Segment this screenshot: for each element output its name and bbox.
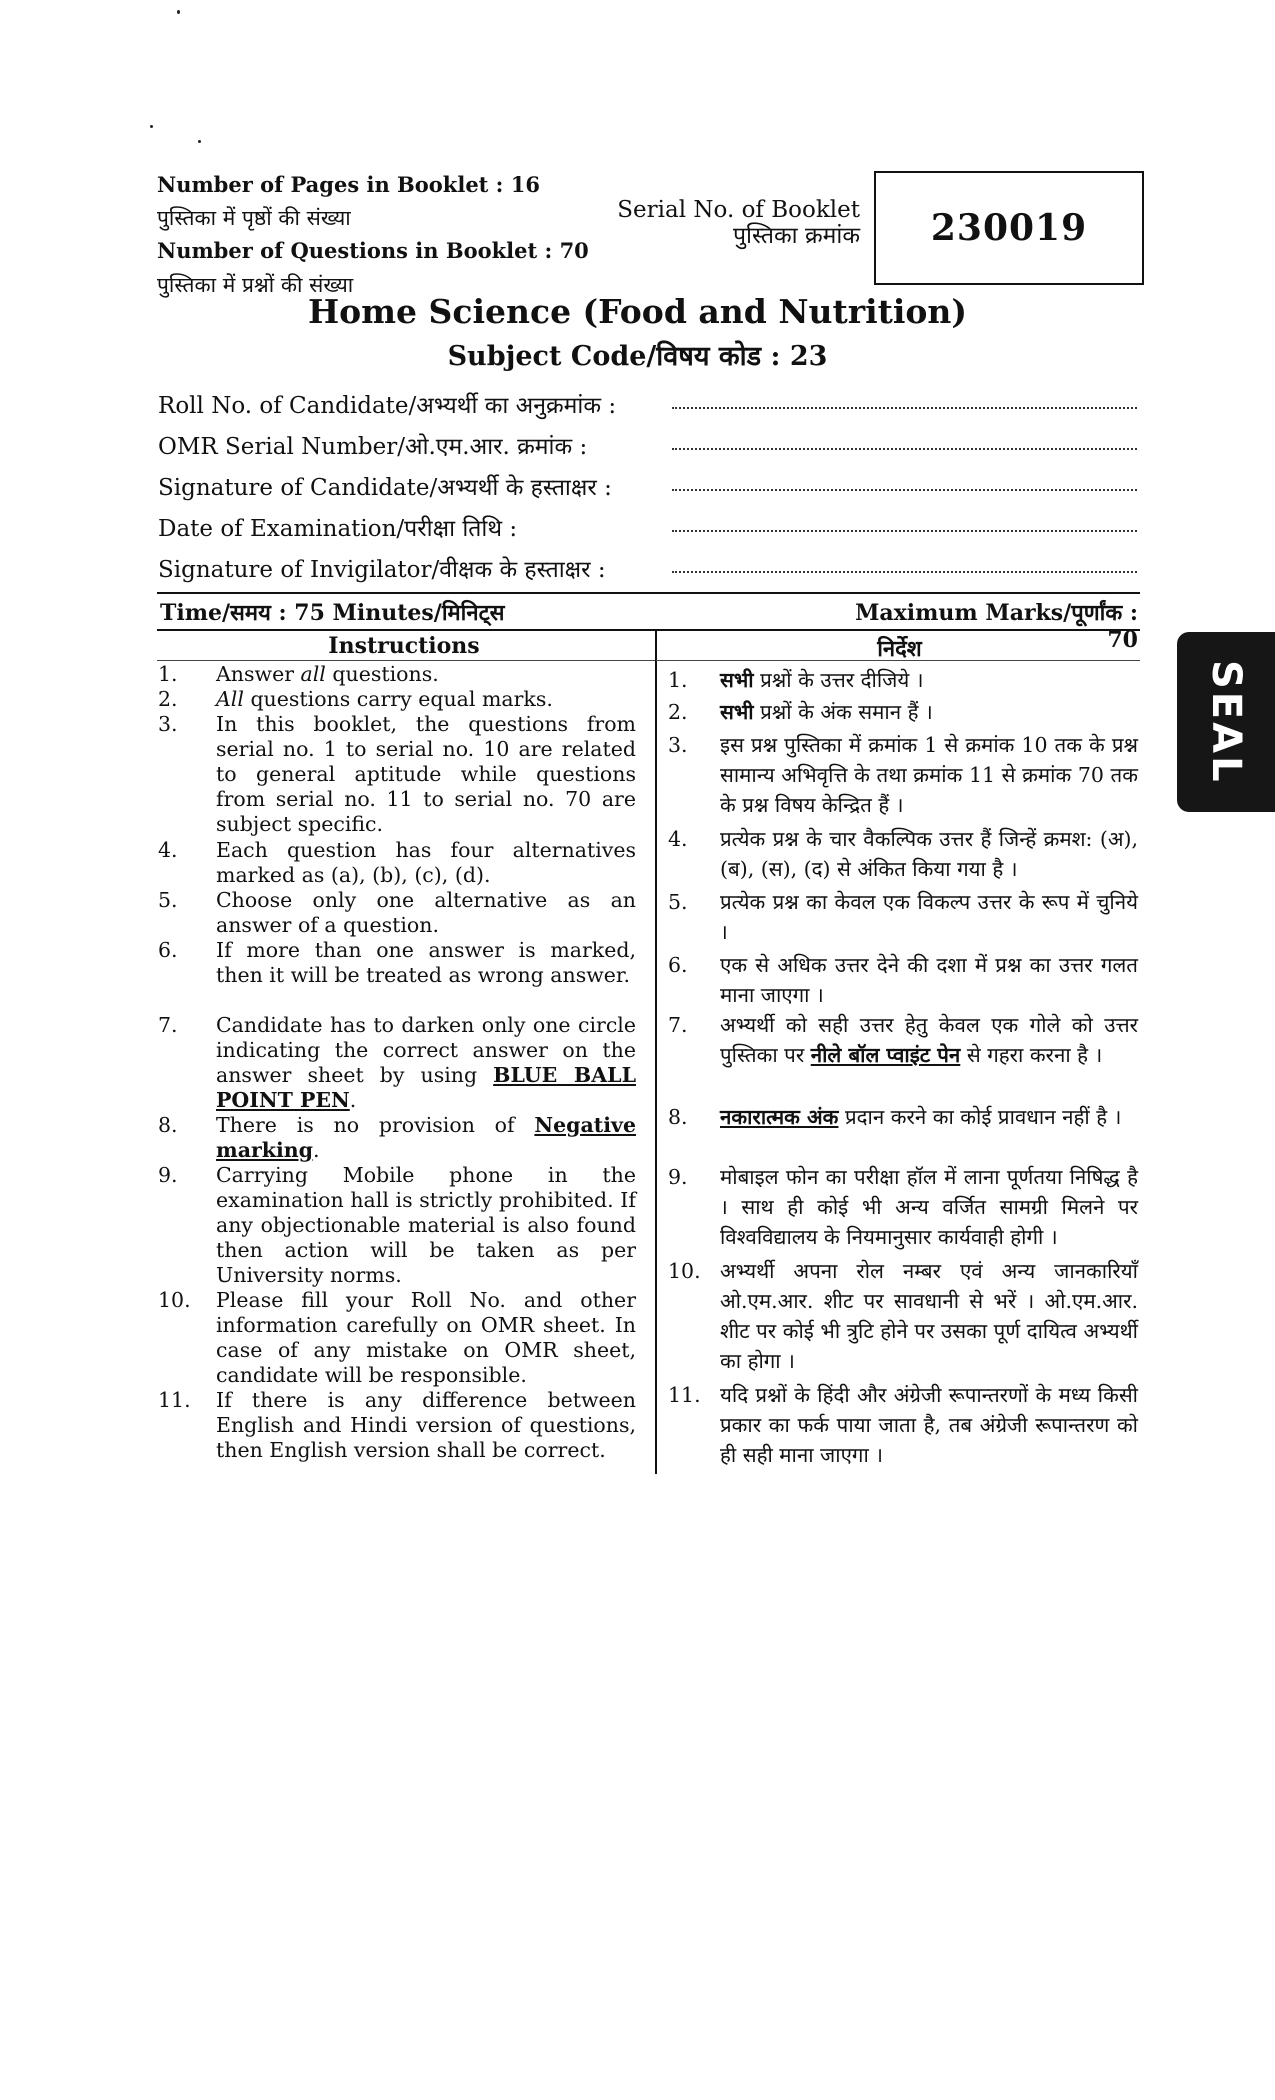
exam-date-label: Date of Examination/परीक्षा तिथि : [158, 516, 518, 542]
instruction-number: 4. [668, 827, 688, 851]
serial-number: 230019 [930, 207, 1088, 249]
subject-code: Subject Code/विषय कोड : 23 [447, 341, 828, 372]
instruction-text: There is no provision of Negative marking. [216, 1113, 636, 1162]
instruction-text: In this booklet, the questions from serial no. 1 to serial no. 10 are related to general aptitude while questions from serial no. 11 to serial no. 70 are subject specific. [216, 712, 636, 836]
exam-date-field[interactable] [672, 530, 1137, 532]
instruction-hi [668, 824, 1140, 886]
instruction-number: 7. [668, 1013, 688, 1037]
instruction-number: 5. [158, 888, 178, 912]
instruction-hi [668, 950, 1140, 1012]
instruction-number: 6. [158, 938, 178, 962]
top-rule [157, 592, 1140, 594]
candidate-signature-label: Signature of Candidate/अभ्यर्थी के हस्ताक्षर : [158, 475, 612, 501]
instruction-number: 4. [158, 838, 178, 862]
serial-label [590, 197, 860, 249]
instruction-number: 8. [668, 1105, 688, 1129]
instruction-hi [668, 1256, 1140, 1378]
maximum-marks: Maximum Marks/पूर्णांक : 70 [855, 600, 1138, 653]
instruction-number: 3. [158, 712, 178, 736]
instruction-number: 2. [668, 700, 688, 724]
instruction-en [158, 938, 638, 1013]
column-divider [655, 629, 657, 1474]
instruction-text: Choose only one alternative as an answer of a question. [216, 888, 636, 937]
instruction-number: 1. [668, 668, 688, 692]
pages-count-en: Number of Pages in Booklet : 16 [157, 172, 540, 197]
instruction-text: अभ्यर्थी अपना रोल नम्बर एवं अन्य जानकारियाँ ओ.एम.आर. शीट पर सावधानी से भरें । ओ.एम.आर. शीट पर कोई भी त्रुटि होने पर उसका पूर्ण दायित्व अभ्यर्थी का होगा । [720, 1259, 1138, 1373]
instruction-text: अभ्यर्थी को सही उत्तर हेतु केवल एक गोले को उत्तर पुस्तिका पर नीले बॉल प्वाइंट पेन से गहरा करना है । [720, 1013, 1138, 1067]
instruction-hi [668, 730, 1140, 822]
instruction-text: नकारात्मक अंक प्रदान करने का कोई प्रावधान नहीं है । [720, 1105, 1122, 1129]
scan-speck [177, 10, 180, 14]
candidate-signature-field[interactable] [672, 489, 1137, 491]
scan-speck [150, 125, 153, 128]
instructions-heading-rule [157, 660, 655, 661]
instruction-number: 11. [668, 1383, 701, 1407]
seal-tab [1177, 632, 1275, 812]
instruction-en [158, 1013, 638, 1113]
bar-rule [157, 629, 1140, 631]
instruction-number: 9. [668, 1165, 688, 1189]
instruction-text: If more than one answer is marked, then it will be treated as wrong answer. [216, 938, 636, 987]
instruction-text: सभी प्रश्नों के उत्तर दीजिये । [720, 668, 924, 692]
instructions-heading-hi: निर्देश [877, 636, 922, 662]
instruction-text: यदि प्रश्नों के हिंदी और अंग्रेजी रूपान्तरणों के मध्य किसी प्रकार का फर्क पाया जाता है, तब अंग्रेजी रूपान्तरण को ही सही माना जाएगा । [720, 1383, 1138, 1467]
questions-count-en: Number of Questions in Booklet : 70 [157, 238, 589, 263]
instruction-text: Answer all questions. [216, 662, 439, 686]
instruction-number: 5. [668, 890, 688, 914]
instruction-number: 6. [668, 953, 688, 977]
instruction-en [158, 712, 638, 838]
instruction-hi [668, 1102, 1140, 1164]
instruction-text: मोबाइल फोन का परीक्षा हॉल में लाना पूर्णतया निषिद्ध है । साथ ही कोई भी अन्य वर्जित सामग्री मिलने पर विश्वविद्यालय के नियमानुसार कार्यवाही होगी । [720, 1165, 1138, 1249]
invigilator-signature-label: Signature of Invigilator/वीक्षक के हस्ताक्षर : [158, 557, 606, 583]
invigilator-signature-field[interactable] [672, 571, 1137, 573]
scan-speck [198, 140, 201, 143]
instruction-text: If there is any difference between English and Hindi version of questions, then English version shall be correct. [216, 1388, 636, 1462]
instruction-en [158, 687, 638, 713]
instruction-hi [668, 1380, 1140, 1472]
instruction-number: 10. [158, 1288, 191, 1312]
instructions-heading-en: Instructions [328, 633, 480, 659]
instruction-en [158, 888, 638, 938]
instruction-text: Each question has four alternatives marked as (a), (b), (c), (d). [216, 838, 636, 887]
instruction-en [158, 838, 638, 888]
instruction-en [158, 1388, 638, 1463]
seal-label: SEAL [1203, 659, 1249, 785]
instruction-en [158, 1288, 638, 1388]
instruction-hi [668, 1162, 1140, 1254]
pages-count-hi: पुस्तिका में पृष्ठों की संख्या [157, 206, 351, 230]
questions-count-hi: पुस्तिका में प्रश्नों की संख्या [157, 273, 354, 297]
roll-no-field[interactable] [672, 407, 1137, 409]
instruction-number: 2. [158, 687, 178, 711]
instruction-hi [668, 697, 1140, 727]
serial-label-en: Serial No. of Booklet [617, 197, 860, 223]
instruction-text: Please fill your Roll No. and other information carefully on OMR sheet. In case of any mistake on OMR sheet, candidate will be responsible. [216, 1288, 636, 1387]
instruction-number: 7. [158, 1013, 178, 1037]
instructions-heading-rule-hi [656, 660, 1140, 661]
serial-label-hi: पुस्तिका क्रमांक [732, 223, 860, 249]
roll-no-label: Roll No. of Candidate/अभ्यर्थी का अनुक्रमांक : [158, 393, 617, 419]
instruction-text: इस प्रश्न पुस्तिका में क्रमांक 1 से क्रमांक 10 तक के प्रश्न सामान्य अभिवृत्ति के तथा क्रमांक 11 से क्रमांक 70 तक के प्रश्न विषय केन्द्रित हैं । [720, 733, 1138, 817]
paper-title: Home Science (Food and Nutrition) [307, 292, 968, 331]
time-allowed: Time/समय : 75 Minutes/मिनिट्स [160, 600, 505, 626]
instruction-text: सभी प्रश्नों के अंक समान हैं । [720, 700, 933, 724]
instruction-text: All questions carry equal marks. [216, 687, 553, 711]
instruction-number: 11. [158, 1388, 191, 1412]
omr-serial-label: OMR Serial Number/ओ.एम.आर. क्रमांक : [158, 434, 588, 460]
instruction-text: एक से अधिक उत्तर देने की दशा में प्रश्न का उत्तर गलत माना जाएगा । [720, 953, 1138, 1007]
instruction-text: Carrying Mobile phone in the examination hall is strictly prohibited. If any objectionable material is also found then action will be taken as per University norms. [216, 1163, 636, 1287]
instruction-number: 3. [668, 733, 688, 757]
instruction-en [158, 662, 638, 688]
instruction-en [158, 1113, 638, 1163]
instruction-en [158, 1163, 638, 1288]
instruction-number: 1. [158, 662, 178, 686]
instruction-number: 9. [158, 1163, 178, 1187]
instruction-number: 10. [668, 1259, 701, 1283]
instruction-hi [668, 887, 1140, 949]
instruction-hi [668, 1010, 1140, 1102]
instruction-text: प्रत्येक प्रश्न के चार वैकल्पिक उत्तर हैं जिन्हें क्रमश: (अ), (ब), (स), (द) से अंकित किया गया है । [720, 827, 1138, 881]
instruction-number: 8. [158, 1113, 178, 1137]
instruction-text: Candidate has to darken only one circle indicating the correct answer on the answer sheet by using BLUE BALL POINT PEN. [216, 1013, 636, 1112]
omr-serial-field[interactable] [672, 448, 1137, 450]
instruction-text: प्रत्येक प्रश्न का केवल एक विकल्प उत्तर के रूप में चुनिये । [720, 890, 1138, 944]
instruction-hi [668, 665, 1140, 695]
serial-number-box [874, 171, 1144, 285]
